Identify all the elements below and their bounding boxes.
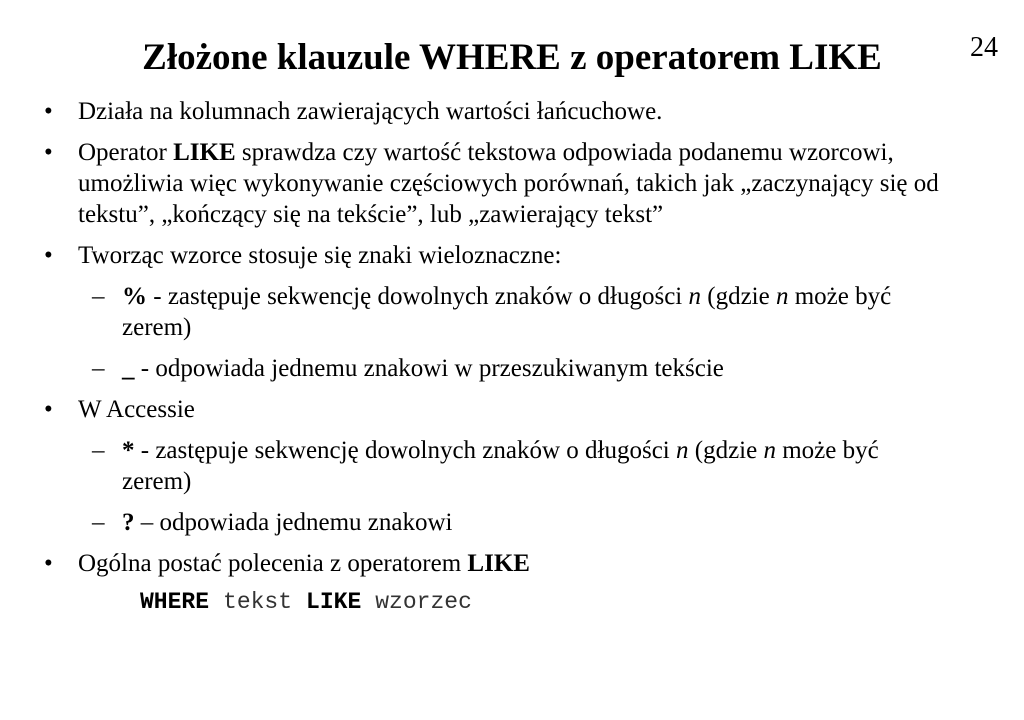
variable-n: n [775, 283, 789, 310]
sub-item [0, 435, 1000, 497]
code-argument: wzorzec [375, 589, 472, 615]
code-syntax-line [0, 587, 1000, 618]
bullet-item [0, 548, 1000, 579]
bullet-item [0, 96, 1000, 127]
bold-keyword: LIKE [467, 550, 530, 577]
wildcard-symbol: * [122, 437, 135, 464]
bullet-text: Operator [78, 139, 174, 166]
sub-item-text: może być zerem) [122, 437, 879, 495]
variable-n: n [688, 283, 702, 310]
dash-marker: – [92, 437, 105, 464]
sub-item-text: - zastępuje sekwencję dowolnych znaków o długości [147, 283, 689, 310]
sub-item-text: - zastępuje sekwencję dowolnych znaków o długości [134, 437, 677, 464]
bullet-text: Tworząc wzorce stosuje się znaki wieloznaczne: [78, 242, 562, 269]
bullet-marker: • [44, 98, 53, 125]
dash-marker: – [92, 283, 105, 310]
bullet-item [0, 137, 1000, 230]
sub-item-text: (gdzie [701, 283, 776, 310]
sub-item-text: (gdzie [688, 437, 764, 464]
sub-item [0, 507, 1000, 538]
bullet-text: sprawdza czy wartość tekstowa odpowiada podanemu wzorcowi, umożliwia więc wykonywanie częściowych porównań, takich jak „zaczynający się od tekstu”, „kończący się na tekście”, lub „zawierający tekst” [78, 139, 939, 228]
page-number: 24 [970, 32, 998, 63]
bullet-marker: • [44, 139, 53, 166]
dash-marker: – [92, 509, 105, 536]
bullet-item [0, 240, 1000, 271]
bullet-item [0, 394, 1000, 425]
bullet-marker: • [44, 550, 53, 577]
sub-item [0, 353, 1000, 384]
sub-item-text: - odpowiada jednemu znakowi w przeszukiwanym tekście [134, 355, 724, 382]
slide-content [0, 96, 1000, 618]
code-argument: tekst [223, 589, 293, 615]
bullet-text: Działa na kolumnach zawierających wartości łańcuchowe. [78, 98, 663, 125]
code-keyword: WHERE [140, 589, 210, 615]
wildcard-symbol: % [122, 283, 147, 310]
wildcard-symbol: _ [122, 355, 135, 382]
bullet-text: W Accessie [78, 396, 195, 423]
code-keyword: LIKE [306, 589, 362, 615]
sub-item-text: może być zerem) [122, 283, 892, 341]
sub-item [0, 281, 1000, 343]
slide-title: Złożone klauzule WHERE z operatorem LIKE [142, 37, 882, 78]
variable-n: n [676, 437, 689, 464]
variable-n: n [763, 437, 776, 464]
bold-keyword: LIKE [173, 139, 236, 166]
wildcard-symbol: ? [122, 509, 135, 536]
bullet-marker: • [44, 396, 53, 423]
sub-item-text: – odpowiada jednemu znakowi [134, 509, 453, 536]
bullet-text: Ogólna postać polecenia z operatorem [78, 550, 468, 577]
bullet-marker: • [44, 242, 53, 269]
dash-marker: – [92, 355, 105, 382]
